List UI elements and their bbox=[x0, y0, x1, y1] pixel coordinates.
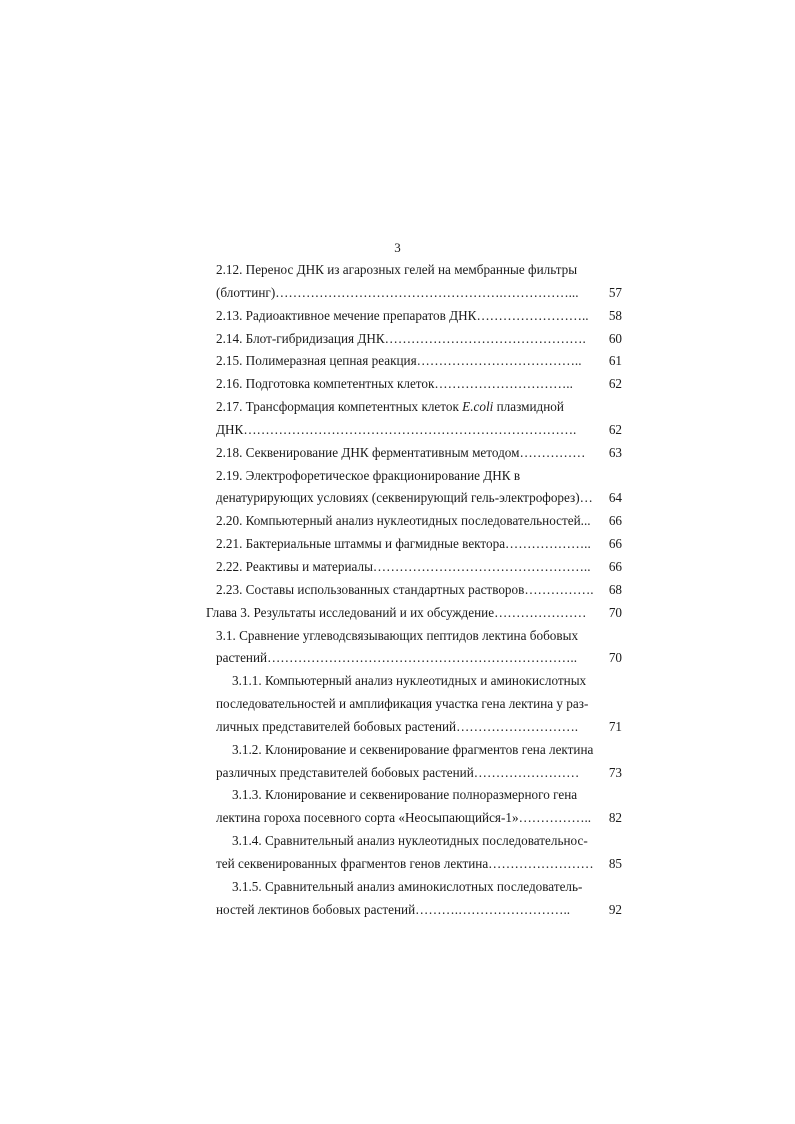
toc-entry bbox=[0, 876, 795, 899]
toc-entry-text: Глава 3. Результаты исследований и их обсуждение………………… bbox=[206, 604, 587, 620]
toc-entry-text: 3.1.5. Сравнительный анализ аминокислотных последователь- bbox=[232, 878, 583, 894]
toc-entry-text: ДНК…………………………………………………………………. bbox=[216, 421, 577, 437]
toc-entry bbox=[0, 899, 795, 922]
toc-entry bbox=[0, 556, 795, 579]
toc-entry-text: 2.23. Составы использованных стандартных растворов……………. bbox=[216, 581, 594, 597]
toc-entry-text: последовательностей и амплификация участка гена лектина у раз- bbox=[216, 696, 589, 712]
toc-entry-text: 3.1.2. Клонирование и секвенирование фрагментов гена лектина bbox=[232, 741, 594, 757]
toc-page-number: 58 bbox=[608, 307, 622, 323]
toc-entry bbox=[0, 853, 795, 876]
toc-entry bbox=[0, 693, 795, 716]
toc-entry bbox=[0, 328, 795, 351]
toc-entry bbox=[0, 670, 795, 693]
toc-entry bbox=[0, 442, 795, 465]
toc-page-number: 64 bbox=[608, 490, 622, 506]
toc-page-number: 70 bbox=[608, 650, 622, 666]
toc-page-number: 71 bbox=[608, 718, 622, 734]
toc-page-number: 63 bbox=[608, 444, 622, 460]
toc-page-number: 66 bbox=[608, 536, 622, 552]
toc-entry-text: 2.14. Блот-гибридизация ДНК………………………………………. bbox=[216, 330, 586, 346]
toc-entry-text: 2.12. Перенос ДНК из агарозных гелей на мембранные фильтры bbox=[216, 262, 578, 277]
toc-entry bbox=[0, 396, 795, 419]
toc-page-number: 60 bbox=[608, 330, 622, 346]
page-number: 3 bbox=[394, 240, 401, 255]
toc-entry-text: 2.16. Подготовка компетентных клеток………………………….. bbox=[216, 376, 573, 392]
toc-entry bbox=[0, 625, 795, 648]
toc-page-number: 57 bbox=[608, 284, 622, 300]
toc-entry-text: лектина гороха посевного сорта «Неосыпающийся-1»…………….. bbox=[216, 810, 592, 826]
toc-entry bbox=[0, 647, 795, 670]
toc-page-number: 62 bbox=[608, 376, 622, 392]
toc-entry bbox=[0, 282, 795, 305]
toc-entry-text: 2.18. Секвенирование ДНК ферментативным методом…………… bbox=[216, 444, 586, 460]
toc-page-number: 62 bbox=[608, 421, 622, 437]
toc-entry bbox=[0, 830, 795, 853]
toc-entry-text: 3.1.4. Сравнительный анализ нуклеотидных последовательнос- bbox=[232, 833, 588, 849]
toc-entry bbox=[0, 739, 795, 762]
species-name: E.coli bbox=[462, 399, 494, 415]
toc-entry bbox=[0, 602, 795, 625]
toc-page-number: 73 bbox=[608, 764, 622, 780]
toc-entry-text: 3.1.3. Клонирование и секвенирование полноразмерного гена bbox=[232, 787, 578, 803]
toc-entry-text: 2.19. Электрофоретическое фракционирование ДНК в bbox=[216, 467, 521, 483]
toc-entry bbox=[0, 465, 795, 488]
toc-page-number: 82 bbox=[608, 810, 622, 826]
toc-entry-text: 2.21. Бактериальные штаммы и фагмидные вектора……………….. bbox=[216, 536, 591, 552]
toc-entry-text: 2.15. Полимеразная цепная реакция……………………………….. bbox=[216, 353, 582, 369]
toc-entry-text: 3.1.1. Компьютерный анализ нуклеотидных и аминокислотных bbox=[232, 673, 587, 689]
toc-entry-text: (блоттинг)…………………………………………….……………... bbox=[216, 284, 579, 300]
table-of-contents bbox=[0, 259, 795, 921]
toc-entry bbox=[0, 807, 795, 830]
toc-entry-text: 2.22. Реактивы и материалы………………………………………….. bbox=[216, 558, 591, 574]
toc-entry-text: денатурирующих условиях (секвенирующий гель-электрофорез)… bbox=[216, 490, 593, 506]
toc-entry bbox=[0, 716, 795, 739]
toc-entry-text: тей секвенированных фрагментов генов лектина…………………… bbox=[216, 855, 594, 871]
toc-entry-text: личных представителей бобовых растений………………………. bbox=[216, 718, 579, 734]
toc-entry-text: 2.20. Компьютерный анализ нуклеотидных последовательностей... bbox=[216, 513, 591, 529]
toc-entry bbox=[0, 533, 795, 556]
toc-entry bbox=[0, 784, 795, 807]
toc-page-number: 92 bbox=[608, 901, 622, 917]
toc-entry-text: различных представителей бобовых растений…………………… bbox=[216, 764, 580, 780]
toc-page-number: 68 bbox=[608, 581, 622, 597]
toc-page-number: 66 bbox=[608, 513, 622, 529]
toc-entry bbox=[0, 487, 795, 510]
toc-page-number: 66 bbox=[608, 558, 622, 574]
toc-entry-text: 3.1. Сравнение углеводсвязывающих пептидов лектина бобовых bbox=[216, 627, 579, 643]
toc-entry-text: 2.17. Трансформация компетентных клеток E.coli плазмидной bbox=[216, 399, 564, 415]
toc-entry bbox=[0, 373, 795, 396]
toc-entry bbox=[0, 350, 795, 373]
toc-entry bbox=[0, 510, 795, 533]
toc-entry bbox=[0, 305, 795, 328]
toc-page-number: 85 bbox=[608, 855, 622, 871]
toc-entry-text: растений…………………………………………………………….. bbox=[216, 650, 577, 666]
toc-page-number: 70 bbox=[608, 604, 622, 620]
toc-page-number: 61 bbox=[608, 353, 622, 369]
toc-entry-text: ностей лектинов бобовых растений……….…………………….. bbox=[216, 901, 571, 917]
toc-entry bbox=[0, 419, 795, 442]
toc-entry bbox=[0, 579, 795, 602]
toc-entry bbox=[0, 762, 795, 785]
toc-entry-text: 2.13. Радиоактивное мечение препаратов ДНК…………………….. bbox=[216, 307, 589, 323]
toc-entry bbox=[0, 259, 795, 282]
